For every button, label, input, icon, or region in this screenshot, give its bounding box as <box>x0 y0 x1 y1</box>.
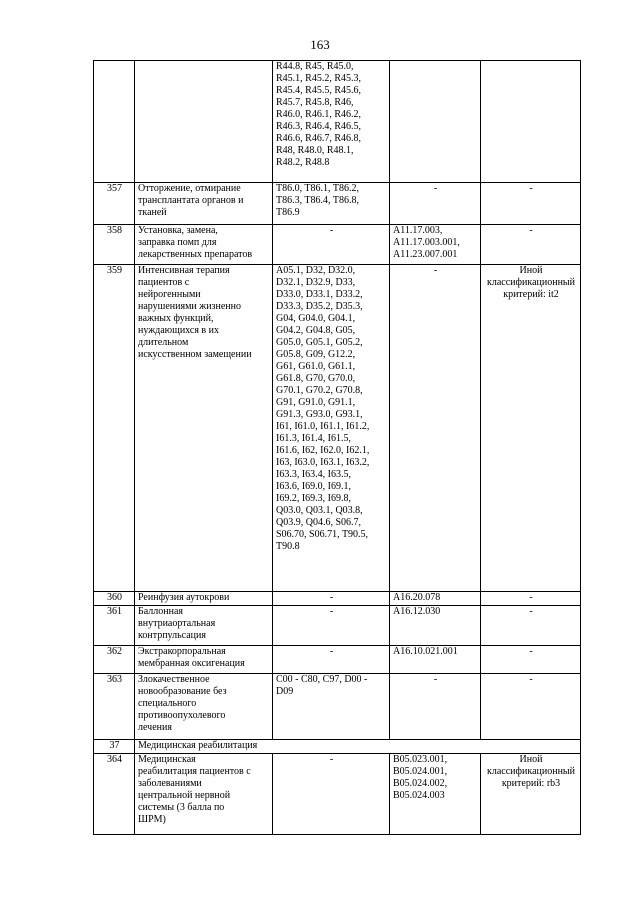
group-name: Злокачественное новообразование без специального противоопухолевого лечения <box>135 674 273 740</box>
row-number: 364 <box>94 754 135 835</box>
table-row <box>94 754 581 835</box>
table-row <box>94 183 581 225</box>
row-number: 359 <box>94 265 135 592</box>
other-criteria: - <box>481 183 581 225</box>
diagnosis-codes: - <box>273 606 390 646</box>
group-name: Баллонная внутриаортальная контрпульсация <box>135 606 273 646</box>
section-number: 37 <box>94 740 135 754</box>
table-row <box>94 674 581 740</box>
group-name: Реинфузия аутокрови <box>135 592 273 606</box>
group-name: Экстракорпоральная мембранная оксигенация <box>135 646 273 674</box>
service-codes: B05.023.001, B05.024.001, B05.024.002, B05.024.003 <box>390 754 481 835</box>
classification-table <box>93 60 581 835</box>
table-row <box>94 225 581 265</box>
other-criteria: - <box>481 606 581 646</box>
diagnosis-codes: A05.1, D32, D32.0, D32.1, D32.9, D33, D33.0, D33.1, D33.2, D33.3, D35.2, D35.3, G04, G04.0, G04.1, G04.2, G04.8, G05, G05.0, G05.1, G05.2, G05.8, G09, G12.2, G61, G61.0, G61.1, G61.8, G70, G70.0, G70.1, G70.2, G70.8, G91, G91.0, G91.1, G91.3, G93.0, G93.1, I61, I61.0, I61.1, I61.2, I61.3, I61.4, I61.5, I61.6, I62, I62.0, I62.1, I63, I63.0, I63.1, I63.2, I63.3, I63.4, I63.5, I63.6, I69.0, I69.1, I69.2, I69.3, I69.8, Q03.0, Q03.1, Q03.8, Q03.9, Q04.6, S06.7, S06.70, S06.71, T90.5, T90.8 <box>273 265 390 592</box>
diagnosis-codes: - <box>273 754 390 835</box>
table-row <box>94 61 581 183</box>
other-criteria: - <box>481 646 581 674</box>
table-row <box>94 646 581 674</box>
service-codes: A16.12.030 <box>390 606 481 646</box>
group-name: Медицинская реабилитация пациентов с заболеваниями центральной нервной системы (3 балла по ШРМ) <box>135 754 273 835</box>
service-codes: A11.17.003, A11.17.003.001, A11.23.007.001 <box>390 225 481 265</box>
other-criteria: Иной классификационный критерий: rb3 <box>481 754 581 835</box>
row-number <box>94 61 135 183</box>
row-number: 363 <box>94 674 135 740</box>
group-name: Установка, замена, заправка помп для лекарственных препаратов <box>135 225 273 265</box>
group-name: Отторжение, отмирание трансплантата органов и тканей <box>135 183 273 225</box>
service-codes <box>390 61 481 183</box>
row-number: 358 <box>94 225 135 265</box>
group-name <box>135 61 273 183</box>
diagnosis-codes: C00 - C80, C97, D00 - D09 <box>273 674 390 740</box>
group-name: Интенсивная терапия пациентов с нейрогенными нарушениями жизненно важных функций, нуждающихся в их длительном искусственном замещении <box>135 265 273 592</box>
table-row <box>94 606 581 646</box>
row-number: 357 <box>94 183 135 225</box>
other-criteria: - <box>481 674 581 740</box>
service-codes: - <box>390 265 481 592</box>
other-criteria <box>481 61 581 183</box>
table-row <box>94 265 581 592</box>
diagnosis-codes: - <box>273 592 390 606</box>
table-row <box>94 592 581 606</box>
service-codes: - <box>390 674 481 740</box>
service-codes: A16.20.078 <box>390 592 481 606</box>
diagnosis-codes: R44.8, R45, R45.0, R45.1, R45.2, R45.3, R45.4, R45.5, R45.6, R45.7, R45.8, R46, R46.0, R46.1, R46.2, R46.3, R46.4, R46.5, R46.6, R46.7, R46.8, R48, R48.0, R48.1, R48.2, R48.8 <box>273 61 390 183</box>
row-number: 360 <box>94 592 135 606</box>
row-number: 361 <box>94 606 135 646</box>
row-number: 362 <box>94 646 135 674</box>
page-number: 163 <box>310 37 330 52</box>
service-codes: A16.10.021.001 <box>390 646 481 674</box>
other-criteria: - <box>481 225 581 265</box>
section-row <box>94 740 581 754</box>
section-title: Медицинская реабилитация <box>135 740 581 754</box>
diagnosis-codes: T86.0, T86.1, T86.2, T86.3, T86.4, T86.8, T86.9 <box>273 183 390 225</box>
diagnosis-codes: - <box>273 646 390 674</box>
diagnosis-codes: - <box>273 225 390 265</box>
other-criteria: Иной классификационный критерий: it2 <box>481 265 581 592</box>
service-codes: - <box>390 183 481 225</box>
other-criteria: - <box>481 592 581 606</box>
